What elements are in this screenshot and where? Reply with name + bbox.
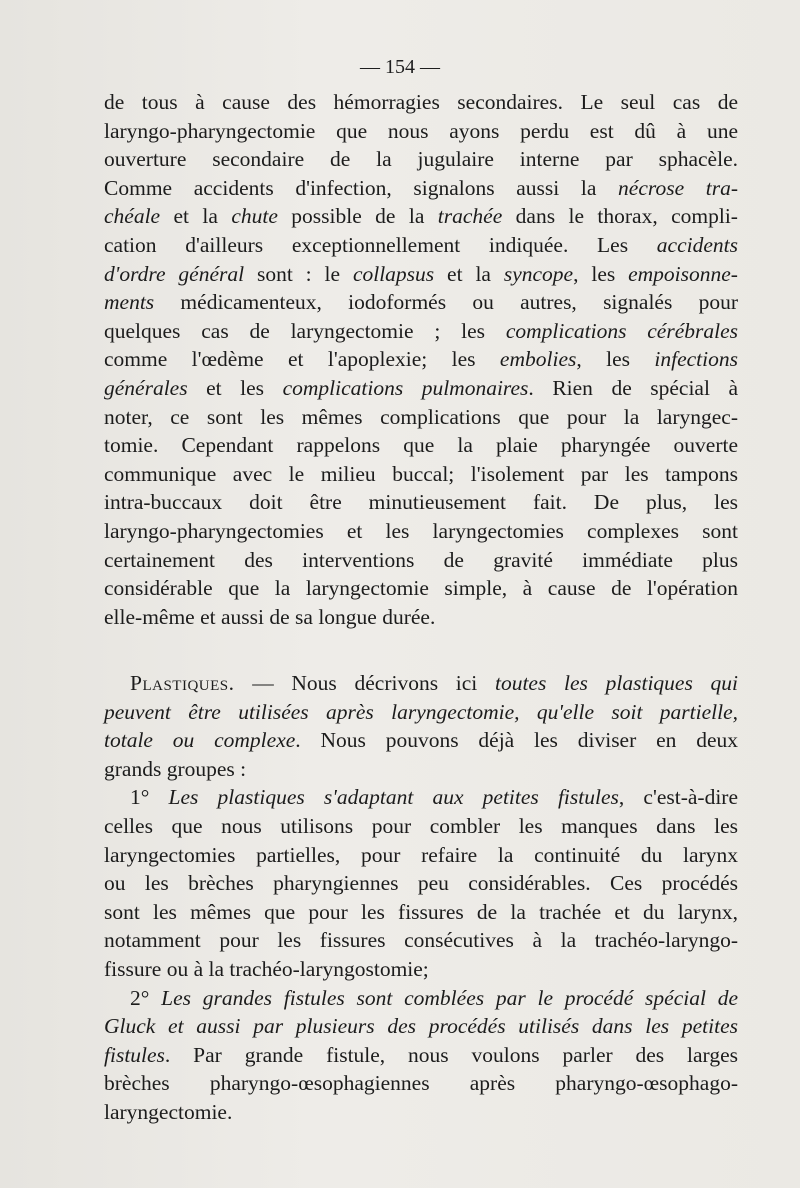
text-line: peuvent être utilisées après laryngectomie, qu'elle soit partielle, — [104, 699, 738, 724]
text-line: grands groupes : — [104, 756, 247, 781]
text-line: celles que nous utilisons pour combler les manques dans les — [104, 813, 738, 838]
text-line: laryngectomie. — [104, 1099, 233, 1124]
text-line: cation d'ailleurs exceptionnellement indiquée. Les accidents — [104, 232, 738, 257]
text-line: notamment pour les fissures consécutives à la trachéo-laryngo- — [104, 928, 738, 953]
text-line: Comme accidents d'infection, signalons aussi la nécrose tra- — [104, 175, 738, 200]
text-line: laryngectomies partielles, pour refaire la continuité du larynx — [104, 842, 738, 867]
text-line: laryngo-pharyngectomies et les laryngectomies complexes sont — [104, 518, 738, 543]
text-line: intra-buccaux doit être minutieusement fait. De plus, les — [104, 490, 738, 515]
text-line: tomie. Cependant rappelons que la plaie pharyngée ouverte — [104, 433, 738, 458]
text-line: fissure ou à la trachéo-laryngostomie; — [104, 956, 429, 981]
text-line: chéale et la chute possible de la trachée dans le thorax, compli- — [104, 204, 738, 229]
text-line: fistules. Par grande fistule, nous voulons parler des larges — [104, 1042, 738, 1067]
text-line: communique avec le milieu buccal; l'isolement par les tampons — [104, 461, 738, 486]
paragraph-plastiques — [104, 669, 738, 1127]
text-line: 1° Les plastiques s'adaptant aux petites fistules, c'est-à-dire — [130, 785, 738, 810]
section-heading: Plastiques. — [130, 671, 235, 695]
paragraph-complications — [104, 88, 738, 631]
text-line: sont les mêmes que pour les fissures de la trachée et du larynx, — [104, 899, 738, 924]
text-line: ou les brèches pharyngiennes peu considérables. Ces procédés — [104, 871, 738, 896]
text-line: de tous à cause des hémorragies secondaires. Le seul cas de — [104, 90, 738, 114]
text-line: certainement des interventions de gravité immédiate plus — [104, 547, 738, 572]
text-line: quelques cas de laryngectomie ; les complications cérébrales — [104, 318, 738, 343]
text-line: comme l'œdème et l'apoplexie; les embolies, les infections — [104, 347, 738, 372]
page-number: — 154 — — [360, 56, 440, 78]
text-line: considérable que la laryngectomie simple, à cause de l'opération — [104, 576, 738, 601]
text-line: elle-même et aussi de sa longue durée. — [104, 604, 436, 629]
text-line: 2° Les grandes fistules sont comblées par le procédé spécial de — [130, 985, 738, 1010]
text-line: noter, ce sont les mêmes complications que pour la laryngec- — [104, 404, 738, 429]
text-line: d'ordre général sont : le collapsus et la syncope, les empoisonne- — [104, 261, 738, 286]
text-line: ouverture secondaire de la jugulaire interne par sphacèle. — [104, 147, 738, 172]
text-line: Gluck et aussi par plusieurs des procédés utilisés dans les petites — [104, 1014, 738, 1039]
text-line: totale ou complexe. Nous pouvons déjà les diviser en deux — [104, 728, 738, 753]
text-line: ments médicamenteux, iodoformés ou autres, signalés pour — [104, 290, 738, 315]
text-line — [104, 669, 738, 698]
text-line: brèches pharyngo-œsophagiennes après pharyngo-œsophago- — [104, 1071, 738, 1096]
text-line-fragment: — Nous décrivons ici toutes les plastiques qui — [252, 671, 738, 695]
text-line: générales et les complications pulmonaires. Rien de spécial à — [104, 375, 739, 400]
text-line: laryngo-pharyngectomie que nous ayons perdu est dû à une — [104, 118, 738, 143]
